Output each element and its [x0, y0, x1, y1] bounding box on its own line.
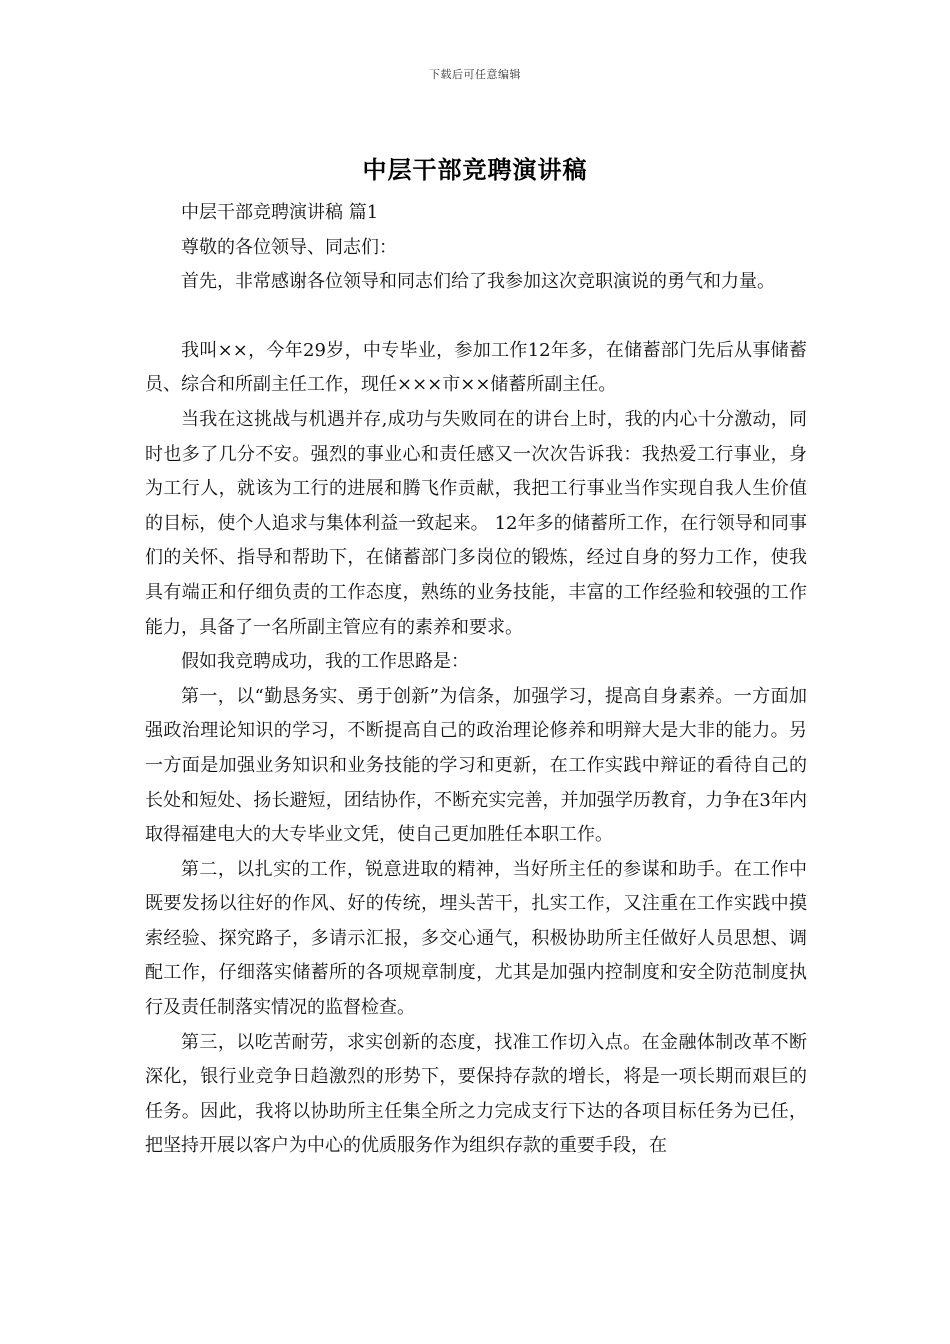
document-body: [145, 196, 807, 1164]
paragraph-thanks: 首先，非常感谢各位领导和同志们给了我参加这次竞职演说的勇气和力量。: [181, 271, 775, 293]
paragraph-motivation: 当我在这挑战与机遇并存,成功与失败同在的讲台上时，我的内心十分激动，同时也多了几分不安。强烈的事业心和责任感又一次次告诉我：我热爱工行事业，身为工行人，就该为工行的进展和腾飞作贡献，我把工行事业当作实现自我人生价值的目标，使个人追求与集体利益一致起来。 12年多的储蓄所工作，在行领导和同事们的关怀、指导和帮助下，在储蓄部门多岗位的锻炼，经过自身的努力工作，使我具有端正和仔细负责的工作态度，熟练的业务技能，丰富的工作经验和较强的工作能力，具备了一名所副主管应有的素养和要求。: [145, 408, 807, 638]
paragraph-point-1: 第一，以“勤恳务实、勇于创新”为信条，加强学习，提高自身素养。一方面加强政治理论知识的学习，不断提高自己的政治理论修养和明辩大是大非的能力。另一方面是加强业务知识和业务技能的学习和更新，在工作实践中辩证的看待自己的长处和短处、扬长避短，团结协作，不断充实完善，并加强学历教育，力争在3年内取得福建电大的大专毕业文凭，使自己更加胜任本职工作。: [145, 685, 807, 846]
header-note: 下载后可任意编辑: [429, 68, 521, 81]
document-title: 中层干部竞聘演讲稿: [362, 155, 588, 184]
salutation: 尊敬的各位领导、同志们：: [181, 236, 397, 258]
paragraph-point-3: 第三，以吃苦耐劳，求实创新的态度，找准工作切入点。在金融体制改革不断深化，银行业竞争日趋激烈的形势下，要保持存款的增长，将是一项长期而艰巨的任务。因此，我将以协助所主任集全所之力完成支行下达的各项目标任务为已任，把坚持开展以客户为中心的优质服务作为组织存款的重要手段，在: [145, 1031, 807, 1157]
paragraph-plan-lead: 假如我竞聘成功，我的工作思路是：: [181, 651, 469, 673]
section-heading: 中层干部竞聘演讲稿 篇1: [181, 202, 379, 223]
paragraph-point-2: 第二，以扎实的工作，锐意进取的精神，当好所主任的参谋和助手。在工作中既要发扬以往好的作风、好的传统，埋头苦干，扎实工作，又注重在工作实践中摸索经验、探究路子，多请示汇报，多交心通气，积极协助所主任做好人员思想、调配工作，仔细落实储蓄所的各项规章制度，尤其是加强内控制度和安全防范制度执行及责任制落实情况的监督检查。: [145, 858, 807, 1019]
paragraph-intro: 我叫××，今年29岁，中专毕业，参加工作12年多，在储蓄部门先后从事储蓄员、综合和所副主任工作，现任×××市××储蓄所副主任。: [145, 339, 807, 396]
